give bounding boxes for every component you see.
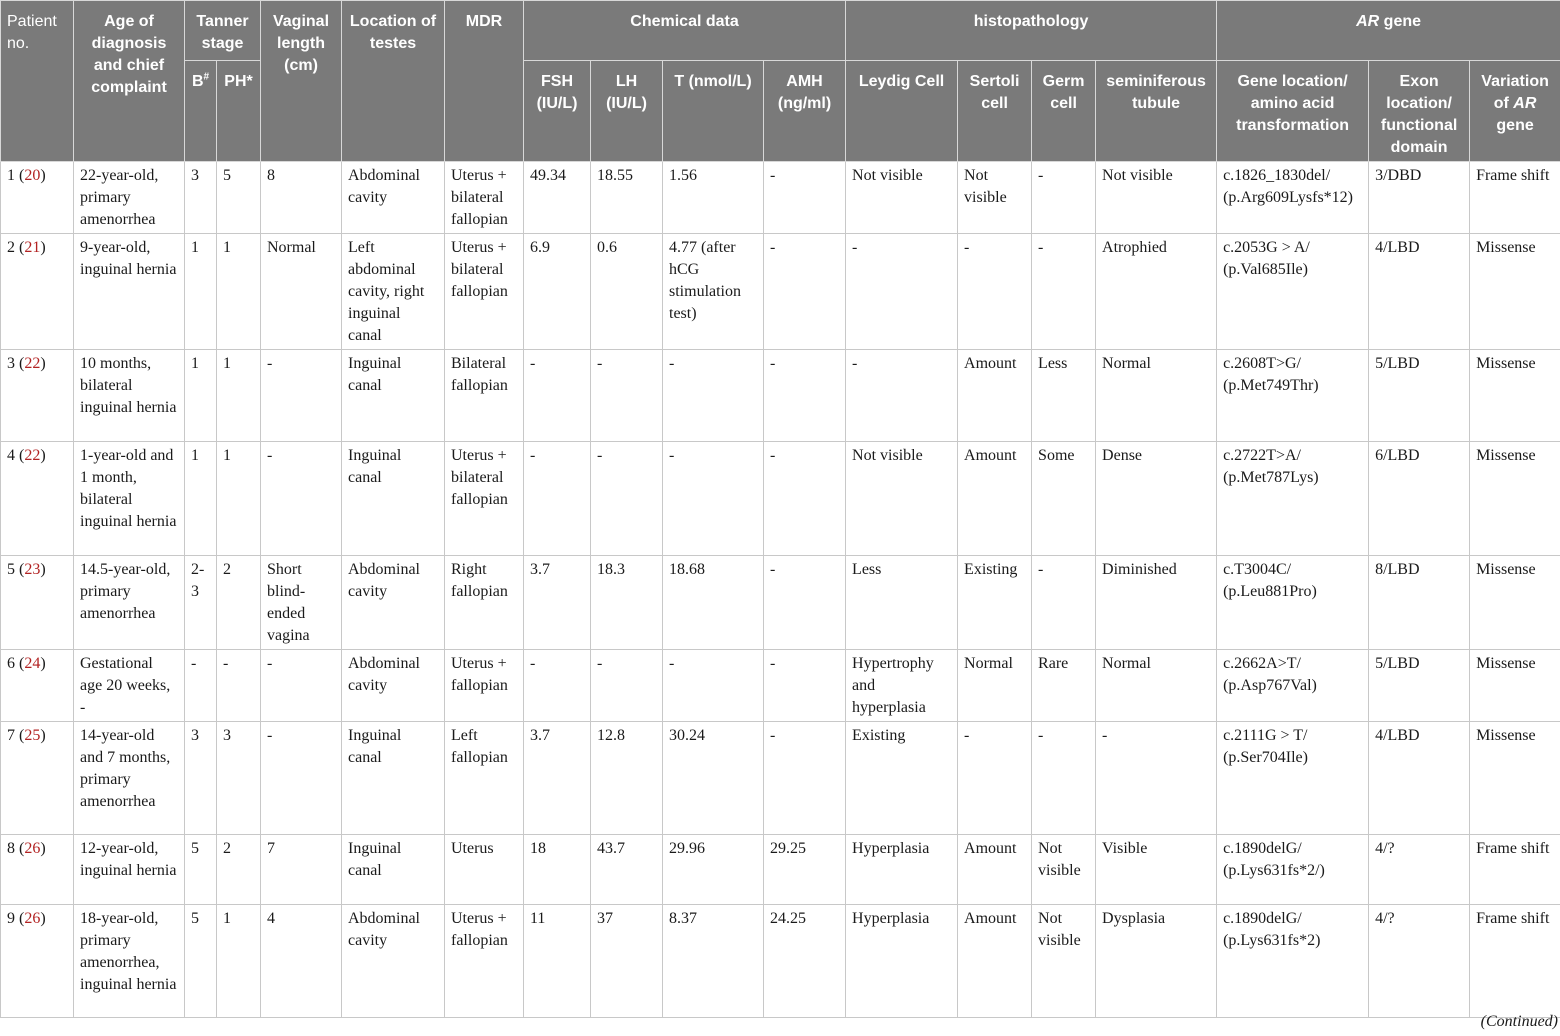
- cell-tanner-ph: -: [217, 650, 261, 722]
- cell-vaginal: -: [261, 350, 342, 442]
- cell-germ: Not visible: [1032, 835, 1096, 905]
- cell-mdr: Uterus + fallopian: [445, 905, 524, 1018]
- header-tanner-b: B#: [185, 61, 217, 162]
- header-ar-gene: [1217, 1, 1560, 61]
- cell-location: Abdominal cavity: [342, 162, 445, 234]
- cell-gene-location: c.1890delG/ (p.Lys631fs*2): [1217, 905, 1369, 1018]
- cell-tanner-ph: 1: [217, 350, 261, 442]
- cell-vaginal: Normal: [261, 234, 342, 350]
- cell-variation: Missense: [1470, 650, 1560, 722]
- cell-leydig: Not visible: [846, 442, 958, 556]
- cell-variation: Frame shift: [1470, 905, 1560, 1018]
- reference-link[interactable]: 20: [24, 167, 41, 184]
- header-germ: Germ cell: [1032, 61, 1096, 162]
- header-tanner-ph: PH*: [217, 61, 261, 162]
- cell-location: Left abdominal cavity, right inguinal canal: [342, 234, 445, 350]
- cell-vaginal: Short blind-ended vagina: [261, 556, 342, 650]
- cell-patient-no: 2 (21): [1, 234, 74, 350]
- cell-exon: 4/LBD: [1369, 722, 1470, 835]
- cell-tanner-ph: 1: [217, 442, 261, 556]
- cell-lh: 18.55: [591, 162, 663, 234]
- cell-fsh: 49.34: [524, 162, 591, 234]
- cell-exon: 5/LBD: [1369, 650, 1470, 722]
- continued-label: (Continued): [1480, 1013, 1558, 1030]
- cell-tanner-b: 3: [185, 162, 217, 234]
- header-mdr: MDR: [445, 1, 524, 162]
- reference-link[interactable]: 25: [24, 727, 41, 744]
- table-row: [1, 650, 1560, 722]
- cell-exon: 5/LBD: [1369, 350, 1470, 442]
- cell-germ: Some: [1032, 442, 1096, 556]
- cell-sertoli: Amount: [958, 905, 1032, 1018]
- cell-mdr: Uterus + fallopian: [445, 650, 524, 722]
- cell-amh: 29.25: [764, 835, 846, 905]
- cell-seminiferous: Dense: [1096, 442, 1217, 556]
- header-histopathology: histopathology: [846, 1, 1217, 61]
- cell-sertoli: -: [958, 722, 1032, 835]
- cell-germ: -: [1032, 162, 1096, 234]
- cell-sertoli: Amount: [958, 835, 1032, 905]
- cell-t: -: [663, 350, 764, 442]
- cell-sertoli: Amount: [958, 442, 1032, 556]
- cell-tanner-b: 2-3: [185, 556, 217, 650]
- cell-seminiferous: Dysplasia: [1096, 905, 1217, 1018]
- cell-germ: Rare: [1032, 650, 1096, 722]
- cell-amh: -: [764, 350, 846, 442]
- cell-location: Abdominal cavity: [342, 650, 445, 722]
- cell-mdr: Bilateral fallopian: [445, 350, 524, 442]
- cell-variation: Missense: [1470, 350, 1560, 442]
- cell-patient-no: 7 (25): [1, 722, 74, 835]
- header-sertoli: Sertoli cell: [958, 61, 1032, 162]
- cell-patient-no: 5 (23): [1, 556, 74, 650]
- cell-germ: -: [1032, 556, 1096, 650]
- cell-gene-location: c.T3004C/ (p.Leu881Pro): [1217, 556, 1369, 650]
- cell-tanner-b: 5: [185, 835, 217, 905]
- cell-exon: 6/LBD: [1369, 442, 1470, 556]
- cell-exon: 3/DBD: [1369, 162, 1470, 234]
- cell-patient-no: 3 (22): [1, 350, 74, 442]
- cell-mdr: Right fallopian: [445, 556, 524, 650]
- cell-amh: -: [764, 162, 846, 234]
- cell-mdr: Uterus + bilateral fallopian: [445, 234, 524, 350]
- cell-vaginal: -: [261, 650, 342, 722]
- cell-leydig: Existing: [846, 722, 958, 835]
- cell-gene-location: c.1890delG/ (p.Lys631fs*2/): [1217, 835, 1369, 905]
- cell-sertoli: Existing: [958, 556, 1032, 650]
- cell-leydig: -: [846, 234, 958, 350]
- cell-variation: Frame shift: [1470, 162, 1560, 234]
- cell-patient-no: 9 (26): [1, 905, 74, 1018]
- header-leydig: Leydig Cell: [846, 61, 958, 162]
- cell-t: -: [663, 442, 764, 556]
- cell-age: 1-year-old and 1 month, bilateral inguinal hernia: [74, 442, 185, 556]
- table-row: [1, 835, 1560, 905]
- cell-germ: -: [1032, 234, 1096, 350]
- ar-gene-italic: AR: [1356, 13, 1380, 30]
- cell-vaginal: 8: [261, 162, 342, 234]
- cell-location: Inguinal canal: [342, 835, 445, 905]
- cell-seminiferous: Atrophied: [1096, 234, 1217, 350]
- cell-gene-location: c.2608T>G/ (p.Met749Thr): [1217, 350, 1369, 442]
- cell-age: 14-year-old and 7 months, primary amenorrhea: [74, 722, 185, 835]
- cell-sertoli: Normal: [958, 650, 1032, 722]
- cell-gene-location: c.2053G > A/ (p.Val685Ile): [1217, 234, 1369, 350]
- table-row: [1, 234, 1560, 350]
- cell-amh: -: [764, 650, 846, 722]
- cell-mdr: Uterus + bilateral fallopian: [445, 162, 524, 234]
- cell-gene-location: c.2111G > T/ (p.Ser704Ile): [1217, 722, 1369, 835]
- cell-tanner-b: -: [185, 650, 217, 722]
- cell-patient-no: 8 (26): [1, 835, 74, 905]
- cell-mdr: Uterus + bilateral fallopian: [445, 442, 524, 556]
- cell-lh: -: [591, 350, 663, 442]
- cell-leydig: Hypertrophy and hyperplasia: [846, 650, 958, 722]
- cell-variation: Missense: [1470, 234, 1560, 350]
- cell-fsh: 3.7: [524, 556, 591, 650]
- cell-location: Abdominal cavity: [342, 556, 445, 650]
- cell-age: 18-year-old, primary amenorrhea, inguinal hernia: [74, 905, 185, 1018]
- cell-location: Abdominal cavity: [342, 905, 445, 1018]
- table-body: [1, 162, 1560, 1018]
- reference-link[interactable]: 23: [24, 561, 41, 578]
- cell-fsh: 6.9: [524, 234, 591, 350]
- header-seminiferous: seminiferous tubule: [1096, 61, 1217, 162]
- cell-age: 9-year-old, inguinal hernia: [74, 234, 185, 350]
- cell-seminiferous: Normal: [1096, 650, 1217, 722]
- cell-vaginal: 7: [261, 835, 342, 905]
- cell-seminiferous: Visible: [1096, 835, 1217, 905]
- table-row: [1, 905, 1560, 1018]
- cell-germ: Less: [1032, 350, 1096, 442]
- cell-seminiferous: Diminished: [1096, 556, 1217, 650]
- cell-t: 29.96: [663, 835, 764, 905]
- reference-link[interactable]: 22: [24, 355, 41, 372]
- table-row: [1, 162, 1560, 234]
- cell-lh: -: [591, 442, 663, 556]
- table-header: [1, 1, 1560, 162]
- cell-tanner-b: 5: [185, 905, 217, 1018]
- cell-t: 30.24: [663, 722, 764, 835]
- cell-gene-location: c.1826_1830del/ (p.Arg609Lysfs*12): [1217, 162, 1369, 234]
- header-fsh: FSH (IU/L): [524, 61, 591, 162]
- cell-seminiferous: Not visible: [1096, 162, 1217, 234]
- cell-age: 10 months, bilateral inguinal hernia: [74, 350, 185, 442]
- cell-mdr: Uterus: [445, 835, 524, 905]
- reference-link[interactable]: 24: [24, 655, 41, 672]
- cell-exon: 8/LBD: [1369, 556, 1470, 650]
- cell-amh: -: [764, 234, 846, 350]
- cell-variation: Frame shift: [1470, 835, 1560, 905]
- cell-tanner-ph: 3: [217, 722, 261, 835]
- cell-leydig: -: [846, 350, 958, 442]
- cell-patient-no: 1 (20): [1, 162, 74, 234]
- cell-t: 18.68: [663, 556, 764, 650]
- header-t: T (nmol/L): [663, 61, 764, 162]
- cell-leydig: Hyperplasia: [846, 835, 958, 905]
- cell-t: 4.77 (after hCG stimulation test): [663, 234, 764, 350]
- header-patient-no: Patient no.: [1, 1, 74, 162]
- cell-gene-location: c.2662A>T/ (p.Asp767Val): [1217, 650, 1369, 722]
- cell-patient-no: 4 (22): [1, 442, 74, 556]
- table-row: [1, 350, 1560, 442]
- cell-tanner-ph: 2: [217, 835, 261, 905]
- cell-lh: 0.6: [591, 234, 663, 350]
- header-lh: LH (IU/L): [591, 61, 663, 162]
- header-vaginal: Vaginal length (cm): [261, 1, 342, 162]
- cell-tanner-ph: 1: [217, 905, 261, 1018]
- reference-link[interactable]: 22: [24, 447, 41, 464]
- cell-t: 1.56: [663, 162, 764, 234]
- cell-exon: 4/?: [1369, 835, 1470, 905]
- cell-leydig: Less: [846, 556, 958, 650]
- cell-germ: -: [1032, 722, 1096, 835]
- cell-gene-location: c.2722T>A/ (p.Met787Lys): [1217, 442, 1369, 556]
- header-gene-location: Gene location/ amino acid transformation: [1217, 61, 1369, 162]
- header-tanner: Tanner stage: [185, 1, 261, 61]
- cell-age: 14.5-year-old, primary amenorrhea: [74, 556, 185, 650]
- cell-amh: -: [764, 722, 846, 835]
- cell-leydig: Not visible: [846, 162, 958, 234]
- cell-t: -: [663, 650, 764, 722]
- cell-lh: 18.3: [591, 556, 663, 650]
- cell-tanner-b: 1: [185, 442, 217, 556]
- cell-sertoli: -: [958, 234, 1032, 350]
- cell-fsh: 18: [524, 835, 591, 905]
- cell-leydig: Hyperplasia: [846, 905, 958, 1018]
- cell-location: Inguinal canal: [342, 442, 445, 556]
- header-variation: Variation of AR gene: [1470, 61, 1560, 162]
- reference-link[interactable]: 26: [24, 840, 41, 857]
- cell-lh: 43.7: [591, 835, 663, 905]
- table-row: [1, 556, 1560, 650]
- cell-mdr: Left fallopian: [445, 722, 524, 835]
- cell-t: 8.37: [663, 905, 764, 1018]
- cell-seminiferous: Normal: [1096, 350, 1217, 442]
- cell-variation: Missense: [1470, 556, 1560, 650]
- cell-vaginal: -: [261, 722, 342, 835]
- cell-fsh: -: [524, 650, 591, 722]
- cell-fsh: 3.7: [524, 722, 591, 835]
- cell-lh: 12.8: [591, 722, 663, 835]
- cell-sertoli: Amount: [958, 350, 1032, 442]
- cell-vaginal: 4: [261, 905, 342, 1018]
- table-row: [1, 442, 1560, 556]
- cell-tanner-b: 1: [185, 234, 217, 350]
- cell-fsh: -: [524, 442, 591, 556]
- cell-lh: 37: [591, 905, 663, 1018]
- cell-age: Gestational age 20 weeks, -: [74, 650, 185, 722]
- cell-tanner-b: 3: [185, 722, 217, 835]
- cell-tanner-ph: 1: [217, 234, 261, 350]
- header-location: Location of testes: [342, 1, 445, 162]
- cell-lh: -: [591, 650, 663, 722]
- cell-location: Inguinal canal: [342, 350, 445, 442]
- cell-variation: Missense: [1470, 442, 1560, 556]
- cell-vaginal: -: [261, 442, 342, 556]
- header-age: Age of diagnosis and chief complaint: [74, 1, 185, 162]
- cell-amh: -: [764, 556, 846, 650]
- cell-location: Inguinal canal: [342, 722, 445, 835]
- cell-fsh: 11: [524, 905, 591, 1018]
- header-exon: Exon location/ functional domain: [1369, 61, 1470, 162]
- cell-age: 12-year-old, inguinal hernia: [74, 835, 185, 905]
- cell-tanner-ph: 2: [217, 556, 261, 650]
- cell-variation: Missense: [1470, 722, 1560, 835]
- reference-link[interactable]: 21: [24, 239, 41, 256]
- header-amh: AMH (ng/ml): [764, 61, 846, 162]
- cell-fsh: -: [524, 350, 591, 442]
- cell-exon: 4/?: [1369, 905, 1470, 1018]
- cell-age: 22-year-old, primary amenorrhea: [74, 162, 185, 234]
- cell-patient-no: 6 (24): [1, 650, 74, 722]
- cell-seminiferous: -: [1096, 722, 1217, 835]
- cell-germ: Not visible: [1032, 905, 1096, 1018]
- reference-link[interactable]: 26: [24, 910, 41, 927]
- cell-exon: 4/LBD: [1369, 234, 1470, 350]
- cell-tanner-ph: 5: [217, 162, 261, 234]
- cell-sertoli: Not visible: [958, 162, 1032, 234]
- cell-amh: 24.25: [764, 905, 846, 1018]
- cell-amh: -: [764, 442, 846, 556]
- header-chemical: Chemical data: [524, 1, 846, 61]
- ar-gene-rest: gene: [1379, 13, 1422, 30]
- cell-tanner-b: 1: [185, 350, 217, 442]
- table-row: [1, 722, 1560, 835]
